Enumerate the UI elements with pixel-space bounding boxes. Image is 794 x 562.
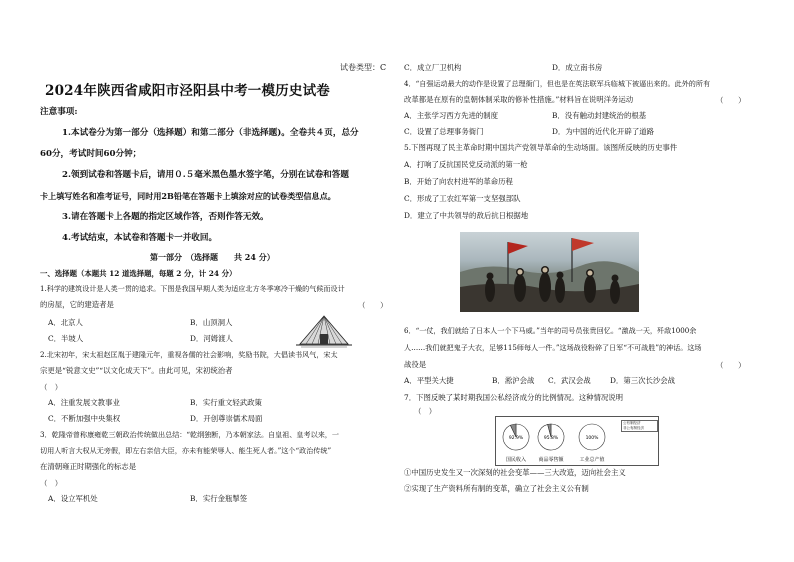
- option-b[interactable]: B．实行金瓶掣签: [190, 494, 248, 503]
- question-6-line: 人……我们就把鬼子大衣，足够115师每人一件。”这场战役粉碎了日军“不可战胜”的神话。这场: [404, 343, 702, 352]
- question-6-line: 6．“一仗，我们就给了日本人一个下马威。”当年的司号员张贵回忆。“激战一天，歼敌1000余: [404, 326, 697, 335]
- question-5-line: 5.下图再现了民主革命时期中国共产党领导革命的生动场面。该图所反映的历史事件: [404, 143, 678, 152]
- option-d[interactable]: D．第三次长沙会战: [610, 376, 676, 385]
- option-a[interactable]: A．北京人: [48, 318, 83, 327]
- notice-line: 4.考试结束，本试卷和答题卡一并收回。: [62, 233, 218, 243]
- option-c[interactable]: C．武汉会战: [548, 376, 591, 385]
- option-b[interactable]: B．山顶洞人: [190, 318, 233, 327]
- pie-value-label: 95.8%: [543, 436, 559, 441]
- legend-item-private: 非公有制经济: [623, 425, 644, 430]
- historical-painting: [460, 232, 639, 312]
- question-3-line: 3．乾隆帝曾称康雍乾三朝政治传统做出总结：“乾纲独断，乃本朝家法。自皇祖、皇考以来，一: [40, 430, 339, 439]
- notice-line: 60分，考试时间60分钟；: [40, 149, 142, 159]
- option-d[interactable]: D．成立南书房: [552, 63, 603, 72]
- question-6-line: 战役是: [404, 360, 427, 369]
- answer-paren: （ ）: [40, 479, 63, 488]
- option-b[interactable]: B．开始了向农村进军的革命历程: [404, 177, 513, 186]
- option-d[interactable]: D．河姆渡人: [190, 334, 233, 343]
- answer-paren: （ ）: [716, 96, 746, 105]
- answer-paren: （ ）: [414, 407, 437, 416]
- question-2-line: 2.北宋初年，宋太祖赵匡胤于建隆元年，重视各儒的社会影响，奖励书院，大倡读书风气，宋太: [40, 350, 338, 359]
- question-1-line: 的房屋，它的建造者是: [40, 300, 114, 309]
- pie-category-label: 商品零售额: [538, 457, 564, 463]
- option-b[interactable]: B．实行重文轻武政策: [190, 398, 262, 407]
- pie-value-label: 92.9%: [508, 436, 524, 441]
- notice-line: 1.本试卷分为第一部分（选择题）和第二部分（非选择题)。全卷共４页，总分: [62, 128, 359, 138]
- paper-type: 试卷类型：C: [340, 63, 387, 72]
- option-b[interactable]: B．没有触动封建统治的根基: [552, 111, 647, 120]
- question-7-line: 7．下图反映了某时期我国公私经济成分的比例情况。这种情况说明: [404, 393, 624, 402]
- question-1-line: 1.科学的建筑设计是人类一贯的追求。下图是我国早期人类为适应北方冬季寒冷干燥的气候而设计: [40, 284, 345, 293]
- notice-heading: 注意事项:: [40, 107, 78, 117]
- answer-paren: （ ）: [716, 361, 746, 370]
- answer-paren: （ ）: [358, 301, 388, 310]
- question-4-line: 4．“自强运动最大的动作是设置了总理衙门，但也是在英法联军兵临城下被逼出来的。此外的所有: [404, 79, 711, 88]
- notice-line: 2.领到试卷和答题卡后，请用０.５毫米黑色墨水签字笔，分别在试卷和答题: [62, 170, 349, 180]
- answer-paren: （ ）: [40, 383, 63, 392]
- notice-line: 卡上填写姓名和准考证号，同时用2B铅笔在答题卡上填涂对应的试卷类型信息点。: [40, 191, 336, 201]
- option-c[interactable]: C．半坡人: [48, 334, 84, 343]
- option-c[interactable]: C．成立厂卫机构: [404, 63, 462, 72]
- option-d[interactable]: D．为中国的近代化开辟了道路: [552, 127, 655, 136]
- statement-1: ①中国历史发生又一次深刻的社会变革——三大改造，迈向社会主义: [404, 468, 626, 477]
- option-c[interactable]: C．设置了总理事务衙门: [404, 127, 484, 136]
- pie-category-label: 国民收入: [505, 457, 527, 463]
- option-c[interactable]: C．不断加强中央集权: [48, 414, 121, 423]
- question-4-line: 改革都是在原有的皇朝体制采取的修补性措施。”材料旨在说明洋务运动: [404, 95, 634, 104]
- pie-category-label: 工业总产值: [579, 457, 605, 463]
- statement-2: ②实现了生产资料所有制的变革，确立了社会主义公有制: [404, 484, 589, 493]
- option-a[interactable]: A．主张学习西方先进的制度: [404, 111, 499, 120]
- option-a[interactable]: A．打响了反抗国民党反动派的第一枪: [404, 160, 528, 169]
- option-c[interactable]: C．形成了工农红军第一支坚强部队: [404, 194, 521, 203]
- part1-heading: 第一部分 （选择题 共 24 分）: [150, 252, 275, 262]
- option-a[interactable]: A．注重发展文教事业: [48, 398, 120, 407]
- option-b[interactable]: B．淞沪会战: [492, 376, 535, 385]
- option-d[interactable]: D．建立了中共领导的敌后抗日根据地: [404, 211, 529, 220]
- question-3-line: 在清朝雍正时期强化的标志是: [40, 462, 137, 471]
- option-a[interactable]: A．设立军机处: [48, 494, 98, 503]
- section-heading: 一、选择题（本题共 12 道选择题，每题 2 分，计 24 分）: [40, 269, 237, 278]
- option-d[interactable]: D．开创尊崇儒术局面: [190, 414, 263, 423]
- pie-value-label: 100%: [585, 436, 599, 441]
- hut-illustration: [296, 314, 352, 348]
- question-3-line: 切用人听言大权从无旁假，即左右亲信大臣，亦未有能荣辱人、能生死人者。”这个“政治传统”: [40, 446, 332, 455]
- pie-chart-box: [495, 416, 659, 466]
- question-2-line: 宗更是“锐意文史”“以文化成天下”。由此可见，宋初统治者: [40, 366, 233, 375]
- chart-legend: [621, 420, 658, 432]
- option-a[interactable]: A．平型关大捷: [404, 376, 454, 385]
- notice-line: 3.请在答题卡上各题的指定区域作答，否则作答无效。: [62, 212, 269, 222]
- page-title: 2024年陕西省咸阳市泾阳县中考一模历史试卷: [45, 83, 330, 99]
- legend-item-public: 公有制经济: [623, 421, 641, 425]
